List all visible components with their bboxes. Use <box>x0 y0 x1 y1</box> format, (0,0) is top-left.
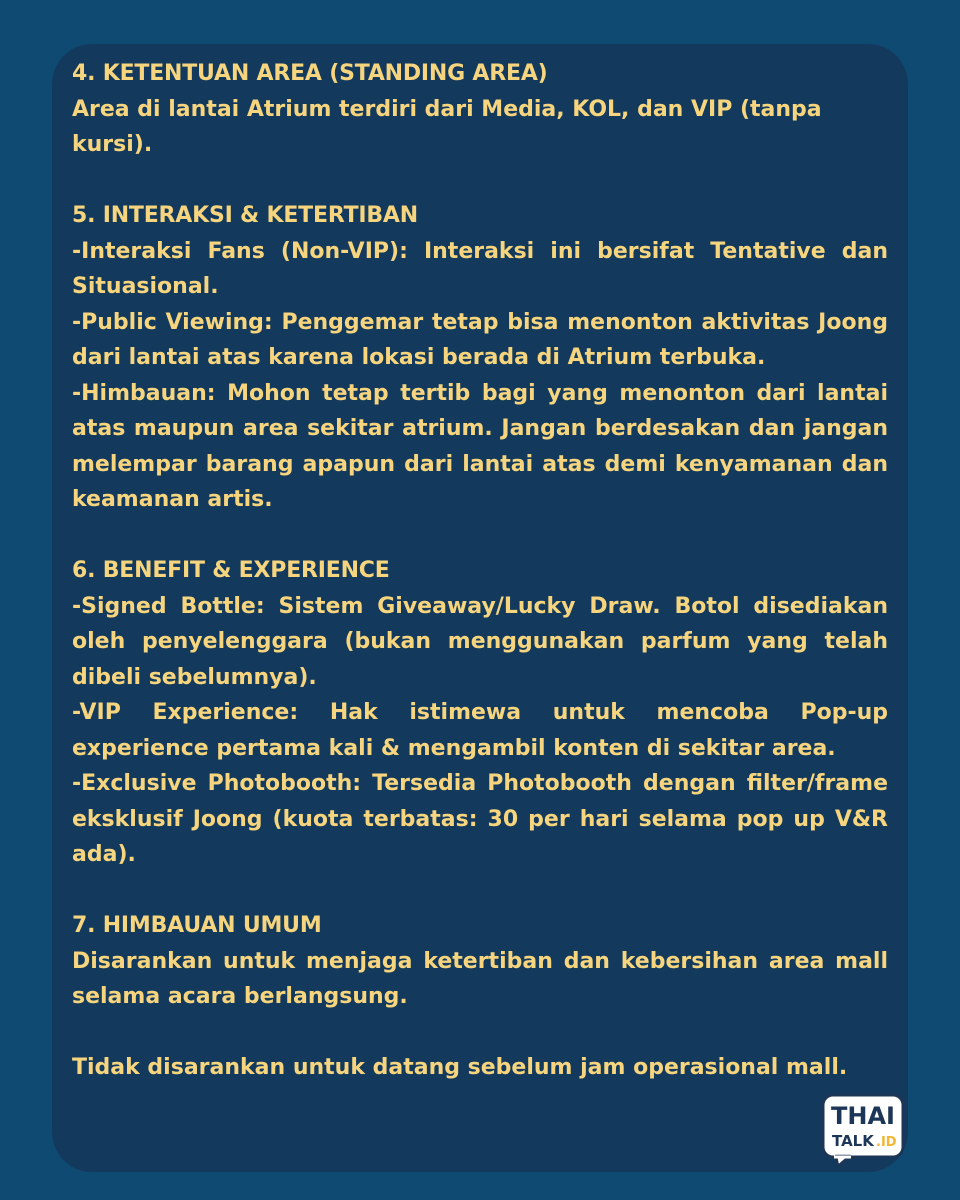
section-benefit <box>72 553 888 873</box>
section-interaksi <box>72 198 888 518</box>
section-paragraph: -Interaksi Fans (Non-VIP): Interaksi ini bersifat Tentative dan Situasional. <box>72 238 888 299</box>
logo-suffix: .ID <box>876 1135 897 1150</box>
section-paragraph: -Himbauan: Mohon tetap tertib bagi yang menonton dari lantai atas maupun area sekitar atrium. Jangan berdesakan dan jangan melempar barang apapun dari lantai atas demi kenyamanan dan keamanan artis. <box>72 380 888 512</box>
section-himbauan <box>72 908 888 1015</box>
thaitalk-logo <box>820 1092 906 1168</box>
section-heading: 4. KETENTUAN AREA (STANDING AREA) <box>72 61 548 86</box>
section-paragraph: -Public Viewing: Penggemar tetap bisa menonton aktivitas Joong dari lantai atas karena lokasi berada di Atrium terbuka. <box>72 309 888 370</box>
logo-line2: TALK <box>832 1132 874 1150</box>
content-body <box>72 56 888 1086</box>
section-paragraph: -VIP Experience: Hak istimewa untuk mencoba Pop-up experience pertama kali & mengambil konten di sekitar area. <box>72 700 888 761</box>
section-paragraph: -Exclusive Photobooth: Tersedia Photobooth dengan filter/frame eksklusif Joong (kuota terbatas: 30 per hari selama pop up V&R ada). <box>72 771 888 867</box>
section-area <box>72 56 888 163</box>
section-paragraph: Disarankan untuk menjaga ketertiban dan kebersihan area mall selama acara berlangsung. <box>72 948 888 1009</box>
section-heading: 5. INTERAKSI & KETERTIBAN <box>72 203 418 228</box>
section-heading: 7. HIMBAUAN UMUM <box>72 913 322 938</box>
closing-note: Tidak disarankan untuk datang sebelum jam operasional mall. <box>72 1055 848 1080</box>
logo-line1: THAI <box>831 1102 895 1130</box>
section-paragraph: -Signed Bottle: Sistem Giveaway/Lucky Draw. Botol disediakan oleh penyelenggara (bukan menggunakan parfum yang telah dibeli sebelumnya). <box>72 593 888 690</box>
section-paragraph: Area di lantai Atrium terdiri dari Media, KOL, dan VIP (tanpa kursi). <box>72 96 822 157</box>
section-heading: 6. BENEFIT & EXPERIENCE <box>72 558 390 583</box>
